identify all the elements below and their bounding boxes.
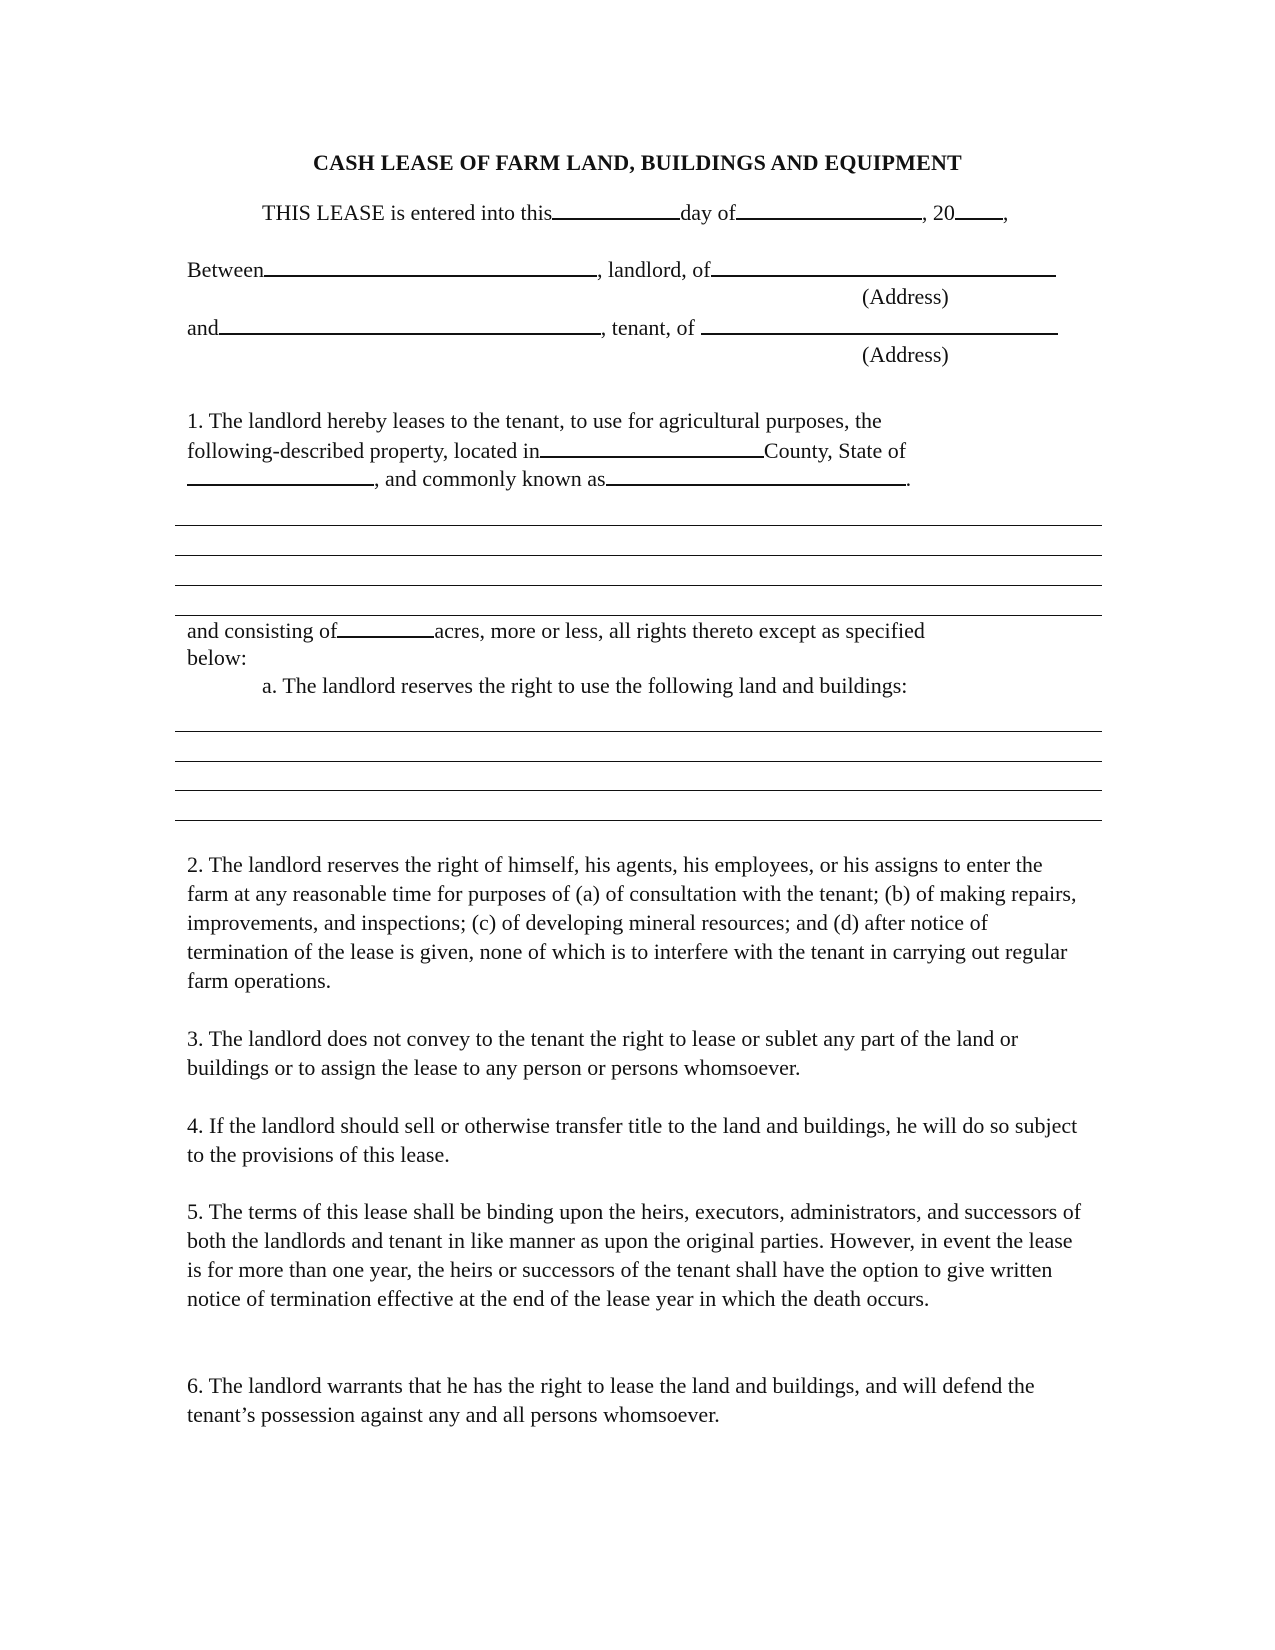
intro-year-suffix: , [1002, 200, 1009, 225]
property-description-line-2[interactable] [175, 555, 1102, 556]
clause1-located-in: following-described property, located in [187, 438, 540, 463]
clause-4: 4. If the landlord should sell or otherwise transfer title to the land and buildings, he will do so subject to the provisions of this lease. [187, 1113, 1078, 1167]
clause-2: 2. The landlord reserves the right of himself, his agents, his employees, or his assigns to enter the farm at any reasonable time for purposes of (a) of consultation with the tenant; (b) of making repairs, improvements, and inspections; (c) of developing mineral resources; and (d) after notice of termination of the lease is given, none of which is to interfere with the tenant in carrying out regular farm operations. [187, 852, 1077, 993]
intro-prefix: THIS LEASE is entered into this [262, 200, 553, 225]
property-description-line-1[interactable] [175, 525, 1102, 526]
clause1-period: . [905, 466, 912, 491]
landlord-address-label: (Address) [862, 284, 949, 309]
reserved-item-a: a. The landlord reserves the right to use the following land and buildings: [262, 673, 908, 698]
known-as-blank[interactable] [606, 464, 906, 486]
property-description-line-3[interactable] [175, 585, 1102, 586]
reserved-land-line-1[interactable] [175, 731, 1102, 732]
and-label: and [187, 315, 219, 340]
year-blank[interactable] [955, 198, 1003, 220]
month-blank[interactable] [736, 198, 922, 220]
tenant-of-label: , tenant, of [600, 315, 695, 340]
clause1-known-as: , and commonly known as [374, 466, 606, 491]
clause-5: 5. The terms of this lease shall be binding upon the heirs, executors, administrators, and successors of both the landlords and tenant in like manner as upon the original parties. However, in event the lease is for more than one year, the heirs or successors of the tenant shall have the option to give written notice of termination effective at the end of the lease year in which the death occurs. [187, 1199, 1082, 1311]
consisting-prefix: and consisting of [187, 618, 338, 643]
clause-6: 6. The landlord warrants that he has the right to lease the land and buildings, and will defend the tenant’s possession against any and all persons whomsoever. [187, 1373, 1035, 1427]
landlord-address-blank[interactable] [711, 255, 1056, 277]
day-blank[interactable] [552, 198, 680, 220]
consisting-line [187, 616, 925, 645]
reserved-land-line-4[interactable] [175, 820, 1102, 821]
between-label: Between [187, 257, 264, 282]
clause1-line2 [187, 436, 906, 465]
tenant-address-label: (Address) [862, 342, 949, 367]
county-blank[interactable] [540, 436, 764, 458]
document-title: CASH LEASE OF FARM LAND, BUILDINGS AND EQUIPMENT [313, 150, 962, 175]
state-blank[interactable] [187, 464, 374, 486]
clause-3: 3. The landlord does not convey to the tenant the right to lease or sublet any part of the land or buildings or to assign the lease to any person or persons whomsoever. [187, 1026, 1019, 1080]
clause1-line3 [187, 464, 911, 493]
clause1-line1: 1. The landlord hereby leases to the tenant, to use for agricultural purposes, the [187, 408, 882, 433]
tenant-name-blank[interactable] [219, 313, 601, 335]
consisting-below: below: [187, 645, 247, 670]
intro-line [262, 198, 1008, 227]
tenant-line [187, 313, 1058, 342]
tenant-address-blank[interactable] [701, 313, 1058, 335]
reserved-land-line-2[interactable] [175, 761, 1102, 762]
clause1-county-state: County, State of [763, 438, 907, 463]
landlord-of-label: , landlord, of [596, 257, 711, 282]
intro-year-prefix: , 20 [921, 200, 955, 225]
intro-day-of: day of [680, 200, 736, 225]
reserved-land-line-3[interactable] [175, 790, 1102, 791]
landlord-name-blank[interactable] [264, 255, 597, 277]
landlord-line [187, 255, 1056, 284]
acres-blank[interactable] [337, 616, 434, 638]
consisting-suffix: acres, more or less, all rights thereto except as specified [434, 618, 925, 643]
